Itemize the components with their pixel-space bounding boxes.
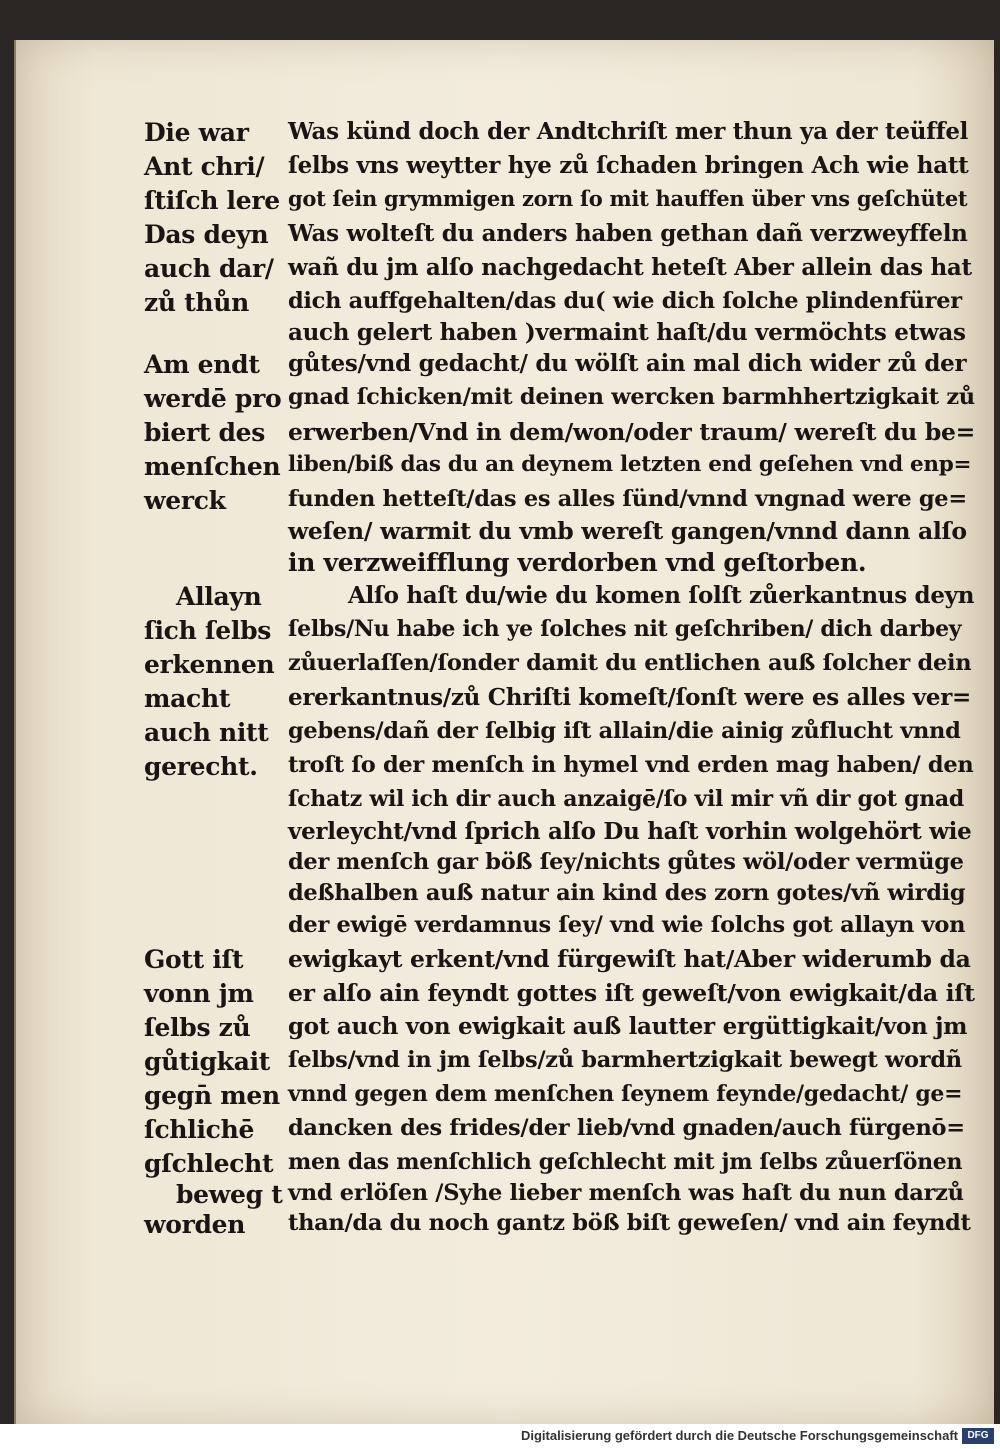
margin-line: gůtigkait bbox=[144, 1047, 271, 1076]
text-line: er alſo ain feyndt gottes iſt geweſt/von ewigkait/da iſt bbox=[288, 979, 975, 1007]
margin-line: zů thůn bbox=[144, 288, 250, 317]
text-line: der ewigē verdamnus ſey/ vnd wie ſolchs got allayn von bbox=[288, 912, 966, 938]
text-line: in verzweifflung verdorben vnd geſtorben. bbox=[288, 548, 867, 577]
text-line: got auch von ewigkait auß lautter ergüttigkait/von jm bbox=[288, 1013, 968, 1040]
margin-line: auch dar/ bbox=[144, 254, 274, 283]
text-line: ſchatz wil ich dir auch anzaigē/ſo vil mir vñ dir got gnad bbox=[288, 786, 964, 812]
margin-line: gſchlecht bbox=[144, 1149, 274, 1178]
text-line: got ſein grymmigen zorn ſo mit hauffen über vns geſchütet bbox=[288, 186, 968, 211]
text-line: troſt ſo der menſch in hymel vnd erden mag haben/ den bbox=[288, 752, 974, 778]
text-line: ewigkayt erkent/vnd fürgewiſt hat/Aber widerumb da bbox=[288, 945, 971, 973]
margin-line: Die war bbox=[144, 118, 249, 147]
text-line: verleycht/vnd ſprich alſo Du haſt vorhin wolgehört wie bbox=[288, 818, 972, 845]
margin-line: werdē pro bbox=[144, 384, 282, 413]
margin-line: ſelbs zů bbox=[144, 1013, 251, 1042]
margin-line: Gott iſt bbox=[144, 945, 244, 974]
dfg-logo-icon: DFG bbox=[962, 1428, 994, 1444]
text-line: deßhalben auß natur ain kind des zorn gotes/vñ wirdig bbox=[288, 880, 966, 906]
text-line: weſen/ warmit du vmb wereſt gangen/vnnd dann alſo bbox=[288, 517, 967, 545]
margin-line: Das deyn bbox=[144, 220, 269, 249]
text-line: liben/biß das du an deynem letzten end geſehen vnd enp= bbox=[288, 452, 972, 477]
margin-line: auch nitt bbox=[144, 718, 269, 747]
text-line: gůtes/vnd gedacht/ du wölſt ain mal dich wider zů der bbox=[288, 350, 967, 377]
margin-line: vonn jm bbox=[144, 979, 254, 1008]
text-line: gebens/dañ der ſelbig iſt allain/die ainig zůflucht vnnd bbox=[288, 718, 961, 744]
margin-line: worden bbox=[144, 1210, 246, 1239]
text-line: funden hetteſt/das es alles ſünd/vnnd vngnad were ge= bbox=[288, 486, 967, 512]
text-line: erwerben/Vnd in dem/won/oder traum/ wereſt du be= bbox=[288, 418, 976, 446]
margin-line: ſchlichē bbox=[144, 1115, 255, 1144]
text-line: men das menſchlich geſchlecht mit jm ſelbs zůuerſönen bbox=[288, 1149, 963, 1175]
margin-line: Am endt bbox=[144, 350, 260, 379]
margin-line: Allayn bbox=[176, 582, 262, 611]
text-line: than/da du noch gantz böß biſt geweſen/ vnd ain feyndt bbox=[288, 1210, 971, 1236]
text-line: Was wolteſt du anders haben gethan dañ verzweyffeln bbox=[288, 220, 968, 247]
margin-line: werck bbox=[144, 486, 226, 515]
text-line: dich auffgehalten/das du( wie dich ſolche plindenfürer bbox=[288, 288, 962, 314]
footer-bar bbox=[0, 1424, 1000, 1449]
text-line: dancken des frides/der lieb/vnd gnaden/auch fürgenō= bbox=[288, 1115, 965, 1141]
margin-line: beweg t bbox=[176, 1180, 283, 1209]
text-line: ſelbs/Nu habe ich ye ſolches nit geſchriben/ dich darbey bbox=[288, 616, 962, 642]
margin-line: erkennen bbox=[144, 650, 275, 679]
text-line: ſelbs/vnd in jm ſelbs/zů barmhertzigkait bewegt wordñ bbox=[288, 1047, 962, 1073]
text-line: ſelbs vns weytter hye zů ſchaden bringen Ach wie hatt bbox=[288, 152, 969, 179]
funding-notice: Digitalisierung gefördert durch die Deutsche Forschungsgemeinschaft bbox=[520, 1428, 958, 1443]
margin-line: menſchen bbox=[144, 452, 281, 481]
margin-line: biert des bbox=[144, 418, 266, 447]
text-line: wañ du jm alſo nachgedacht heteſt Aber allein das hat bbox=[288, 254, 972, 281]
margin-line: Ant chri/ bbox=[144, 152, 265, 181]
text-line: auch gelert haben )vermaint haſt/du vermöchts etwas bbox=[288, 319, 966, 346]
text-line: ererkantnus/zů Chriſti komeſt/ſonſt were es alles ver= bbox=[288, 684, 971, 711]
text-line: zůuerlaſſen/ſonder damit du entlichen auß ſolcher dein bbox=[288, 650, 972, 676]
margin-line: ſich ſelbs bbox=[144, 616, 272, 645]
margin-line: gerecht. bbox=[144, 752, 258, 781]
text-line: vnnd gegen dem menſchen ſeynem feynde/gedacht/ ge= bbox=[288, 1081, 963, 1107]
text-line: vnd erlöſen /Syhe lieber menſch was haſt du nun darzů bbox=[288, 1180, 964, 1206]
text-line: gnad ſchicken/mit deinen wercken barmhhertzigkait zů bbox=[288, 384, 975, 410]
margin-line: gegn̄ men bbox=[144, 1081, 280, 1110]
text-line: Alſo haſt du/wie du komen ſolſt zůerkantnus deyn bbox=[348, 582, 975, 609]
text-line: der menſch gar böß ſey/nichts gůtes wöl/oder vermüge bbox=[288, 849, 964, 875]
margin-line: macht bbox=[144, 684, 231, 713]
margin-line: ſtiſch lere bbox=[144, 186, 280, 215]
text-line: Was künd doch der Andtchriſt mer thun ya der teüffel bbox=[288, 118, 969, 145]
